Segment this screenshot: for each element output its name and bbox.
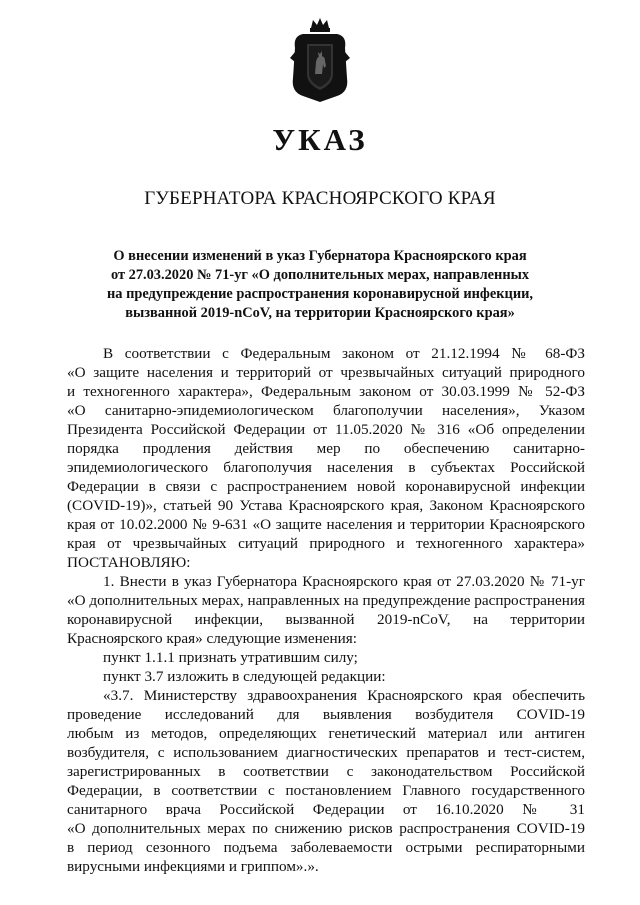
subitem-line: пункт 1.1.1 признать утратившим силу; <box>103 649 358 666</box>
quote-line: Федерации, в соответствии с постановлением Главного государственного <box>67 782 585 799</box>
document-heading <box>70 247 570 323</box>
quote-line: проведение исследований для выявления возбудителя COVID-19 <box>67 706 585 723</box>
quote-line: «О дополнительных мерах по снижению рисков распространения COVID-19 <box>67 820 585 837</box>
item-line: «О дополнительных мерах, направленных на предупреждение распространения <box>67 592 586 609</box>
quote-line: вирусными инфекциями и гриппом».». <box>67 858 319 875</box>
item-line: коронавирусной инфекции, вызванной 2019-nCoV, на территории <box>67 611 585 628</box>
document-body <box>67 344 585 876</box>
preamble-line: «О защите населения и территорий от чрезвычайных ситуаций природного <box>67 364 585 381</box>
subitem-line: пункт 3.7 изложить в следующей редакции: <box>103 668 386 685</box>
heading-line: О внесении изменений в указ Губернатора Красноярского края <box>113 248 527 264</box>
quote-line: в период сезонного подъема заболеваемости острыми респираторными <box>67 839 585 856</box>
preamble-line: края от 10.02.2000 № 9-631 «О защите населения и территории Красноярского <box>67 516 585 533</box>
quote-line: «3.7. Министерству здравоохранения Красноярского края обеспечить <box>103 687 585 704</box>
preamble-line: эпидемиологического благополучия населения в субъектах Российской <box>67 459 585 476</box>
preamble-line: (COVID-19)», статьей 90 Устава Красноярского края, Законом Красноярского <box>67 497 585 514</box>
preamble-line: «О санитарно-эпидемиологическом благополучии населения», Указом <box>67 402 585 419</box>
resolution-word: ПОСТАНОВЛЯЮ: <box>67 554 191 571</box>
preamble-line: края от чрезвычайных ситуаций природного и техногенного характера» <box>67 535 585 552</box>
quote-line: возбудителя, с использованием диагностических препаратов и тест-систем, <box>67 744 585 761</box>
document-type-title: УКАЗ <box>272 122 368 157</box>
preamble-line: В соответствии с Федеральным законом от 21.12.1994 № 68-ФЗ <box>103 345 585 362</box>
preamble-line: Федерации в связи с распространением новой коронавирусной инфекции <box>67 478 585 495</box>
heading-line: вызванной 2019-nCoV, на территории Красноярского края» <box>125 305 515 321</box>
issuer-title: ГУБЕРНАТОРА КРАСНОЯРСКОГО КРАЯ <box>144 188 496 209</box>
preamble-line: Президента Российской Федерации от 11.05.2020 № 316 «Об определении <box>67 421 585 438</box>
coat-of-arms-icon <box>289 18 351 102</box>
quote-line: санитарного врача Российской Федерации от 16.10.2020 № 31 <box>67 801 585 818</box>
quote-line: зарегистрированных в соответствии с законодательством Российской <box>67 763 585 780</box>
heading-line: от 27.03.2020 № 71-уг «О дополнительных мерах, направленных <box>110 267 530 283</box>
quote-line: любым из методов, определяющих генетический материал или антиген <box>67 725 585 742</box>
preamble-line: порядка продления действия мер по обеспечению санитарно- <box>67 440 585 457</box>
item-line: Красноярского края» следующие изменения: <box>67 630 357 647</box>
heading-line: на предупреждение распространения коронавирусной инфекции, <box>106 286 534 302</box>
item-line: 1. Внести в указ Губернатора Красноярского края от 27.03.2020 № 71-уг <box>103 573 585 590</box>
preamble-line: и техногенного характера», Федеральным законом от 30.03.1999 № 52-ФЗ <box>67 383 585 400</box>
